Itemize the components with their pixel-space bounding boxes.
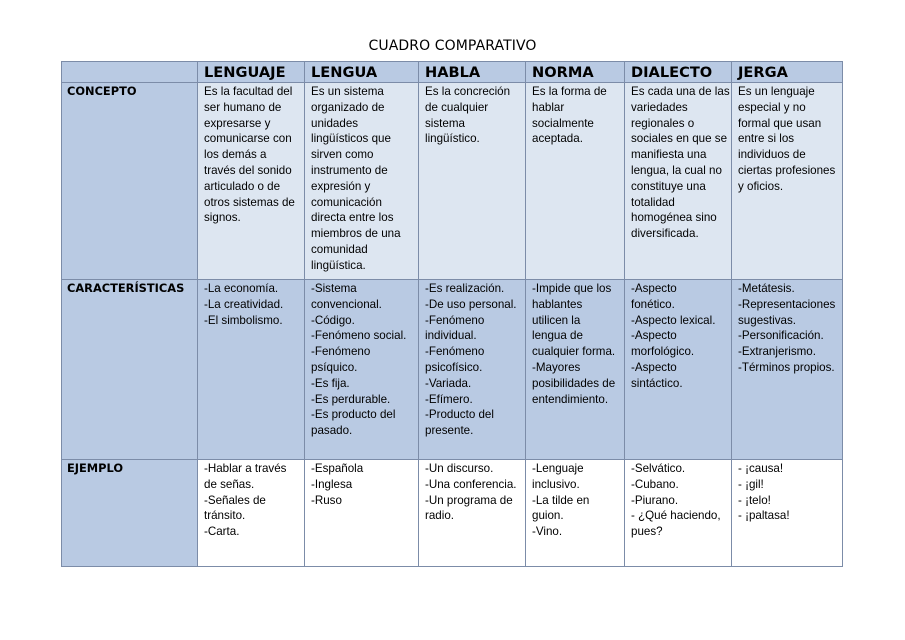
cell-ejemplo-lenguaje [198, 460, 305, 567]
cell-text-line: utilicen la [532, 313, 581, 327]
cell-text-line: -Fenómeno social. [311, 329, 407, 343]
cell-text-line: - ¡paltasa! [738, 509, 790, 523]
cell-text-line: -Términos propios. [738, 360, 835, 374]
cell-concepto-jerga [732, 83, 843, 280]
cell-text-line: directa entre los [311, 211, 394, 225]
cell-text-line: articulado o de [204, 179, 281, 193]
cell-text-line: -Aspecto [631, 360, 677, 374]
cell-text-line: individuos de [738, 148, 806, 162]
cell-text-line: -Aspecto lexical. [631, 313, 716, 327]
cell-text-line: -Fenómeno [311, 345, 371, 359]
cell-ejemplo-norma [526, 460, 625, 567]
cell-concepto-lenguaje [198, 83, 305, 280]
cell-text-line: sociales en que se [631, 132, 728, 146]
cell-text-line: hablar [532, 100, 565, 114]
cell-text-line: -Inglesa [311, 477, 353, 491]
cell-text-line: Es cada una de las [631, 85, 730, 98]
cell-text-line: Es un sistema [311, 85, 384, 98]
cell-text-line: psicofísico. [425, 360, 483, 374]
cell-text-line: cualquier forma. [532, 345, 616, 359]
cell-text-line: -Lenguaje [532, 462, 584, 475]
cell-caracteristicas-lenguaje [198, 280, 305, 460]
table-row-caracteristicas [62, 280, 843, 460]
cell-text-line: -Española [311, 462, 364, 475]
cell-text-line: Es un lenguaje [738, 85, 815, 98]
cell-text-line: -Aspecto [631, 282, 677, 295]
col-header-habla: HABLA [419, 62, 526, 83]
cell-concepto-dialecto [625, 83, 732, 280]
cell-concepto-norma [526, 83, 625, 280]
cell-text-line: lengua, la cual no [631, 163, 722, 177]
cell-text-line: -Fenómeno [425, 345, 485, 359]
cell-text-line: comunidad [311, 242, 368, 256]
page-title: CUADRO COMPARATIVO [368, 38, 537, 54]
cell-text-line: constituye una [631, 179, 706, 193]
col-header-lenguaje: LENGUAJE [198, 62, 305, 83]
cell-ejemplo-dialecto [625, 460, 732, 567]
cell-text-line: - ¡telo! [738, 493, 771, 507]
cell-text-line: signos. [204, 211, 241, 225]
cell-text-line: manifiesta una [631, 148, 707, 162]
cell-text-line: presente. [425, 424, 474, 438]
cell-text-line: psíquico. [311, 360, 358, 374]
row-header-concepto: CONCEPTO [62, 83, 198, 280]
cell-text-line: -Una conferencia. [425, 477, 517, 491]
cell-ejemplo-lengua [305, 460, 419, 567]
cell-text-line: -Variada. [425, 376, 472, 390]
cell-caracteristicas-lengua [305, 280, 419, 460]
col-header-jerga: JERGA [732, 62, 843, 83]
cell-text-line: -La economía. [204, 282, 279, 295]
cell-text-line: formal que usan [738, 116, 822, 130]
cell-text-line: otros sistemas de [204, 195, 295, 209]
cell-text-line: sistema [425, 116, 465, 130]
cell-text-line: entendimiento. [532, 392, 609, 406]
col-header-dialecto: DIALECTO [625, 62, 732, 83]
cell-text-line: homogénea sino [631, 211, 717, 225]
cell-text-line: lingüísticos que [311, 132, 391, 146]
cell-text-line: -Es producto del [311, 408, 396, 422]
cell-text-line: -Es perdurable. [311, 392, 391, 406]
cell-text-line: ciertas profesiones [738, 163, 836, 177]
cell-text-line: radio. [425, 509, 455, 523]
cell-text-line: de señas. [204, 477, 255, 491]
cell-text-line: expresión y [311, 179, 371, 193]
cell-text-line: -Es fija. [311, 376, 350, 390]
cell-text-line: y oficios. [738, 179, 784, 193]
table-row-concepto [62, 83, 843, 280]
cell-caracteristicas-jerga [732, 280, 843, 460]
cell-text-line: comunicación [311, 195, 382, 209]
cell-text-line: -Personificación. [738, 329, 824, 343]
cell-text-line: entre si los [738, 132, 795, 146]
cell-text-line: -Piurano. [631, 493, 679, 507]
cell-text-line: -Es realización. [425, 282, 505, 295]
cell-text-line: fonético. [631, 297, 675, 311]
cell-text-line: guion. [532, 509, 564, 523]
cell-text-line: -La tilde en [532, 493, 590, 507]
cell-text-line: -Impide que los [532, 282, 612, 295]
cell-text-line: regionales o [631, 116, 695, 130]
cell-text-line: -Fenómeno [425, 313, 485, 327]
cell-concepto-habla [419, 83, 526, 280]
cell-text-line: -De uso personal. [425, 297, 517, 311]
cell-text-line: los demás a [204, 148, 267, 162]
cell-text-line: -Código. [311, 313, 355, 327]
cell-text-line: - ¡gil! [738, 477, 764, 491]
cell-text-line: través del sonido [204, 163, 292, 177]
cell-text-line: -Selvático. [631, 462, 686, 475]
cell-text-line: sugestivas. [738, 313, 796, 327]
cell-text-line: pues? [631, 525, 663, 539]
cell-text-line: -Representaciones [738, 297, 836, 311]
cell-text-line: instrumento de [311, 163, 388, 177]
cell-text-line: -Señales de [204, 493, 266, 507]
col-header-lengua: LENGUA [305, 62, 419, 83]
cell-ejemplo-jerga [732, 460, 843, 567]
cell-text-line: Es la facultad del [204, 85, 293, 98]
cell-text-line: diversificada. [631, 227, 699, 241]
row-header-ejemplo: EJEMPLO [62, 460, 198, 567]
cell-text-line: -Un programa de [425, 493, 513, 507]
cell-text-line: variedades [631, 100, 688, 114]
cell-text-line: -El simbolismo. [204, 313, 283, 327]
cell-text-line: -Extranjerismo. [738, 345, 816, 359]
cell-text-line: -La creatividad. [204, 297, 284, 311]
cell-text-line: lengua de [532, 329, 583, 343]
cell-caracteristicas-dialecto [625, 280, 732, 460]
cell-text-line: convencional. [311, 297, 382, 311]
cell-text-line: especial y no [738, 100, 806, 114]
cell-text-line: aceptada. [532, 132, 583, 146]
cell-text-line: Es la concreción [425, 85, 511, 98]
cell-text-line: -Producto del [425, 408, 494, 422]
cell-text-line: lingüístico. [425, 132, 480, 146]
cell-text-line: -Un discurso. [425, 462, 494, 475]
cell-text-line: -Efímero. [425, 392, 473, 406]
cell-text-line: -Metátesis. [738, 282, 795, 295]
cell-text-line: socialmente [532, 116, 594, 130]
cell-text-line: -Aspecto [631, 329, 677, 343]
cell-caracteristicas-habla [419, 280, 526, 460]
cell-caracteristicas-norma [526, 280, 625, 460]
corner-cell [62, 62, 198, 83]
cell-text-line: pasado. [311, 424, 353, 438]
cell-text-line: lingüística. [311, 258, 366, 272]
cell-text-line: -Hablar a través [204, 462, 287, 475]
row-header-caracteristicas: CARACTERÍSTICAS [62, 280, 198, 460]
cell-text-line: ser humano de [204, 100, 282, 114]
cell-concepto-lengua [305, 83, 419, 280]
cell-text-line: -Mayores [532, 360, 581, 374]
cell-text-line: -Carta. [204, 525, 240, 539]
cell-text-line: -Sistema [311, 282, 357, 295]
cell-text-line: -Vino. [532, 525, 563, 539]
cell-text-line: unidades [311, 116, 359, 130]
cell-text-line: individual. [425, 329, 477, 343]
cell-text-line: morfológico. [631, 345, 695, 359]
cell-text-line: inclusivo. [532, 477, 580, 491]
cell-text-line: miembros de una [311, 227, 401, 241]
cell-text-line: de cualquier [425, 100, 489, 114]
cell-text-line: expresarse y [204, 116, 271, 130]
cell-text-line: posibilidades de [532, 376, 616, 390]
header-row [62, 62, 843, 83]
cell-text-line: - ¡causa! [738, 462, 784, 475]
cell-text-line: -Ruso [311, 493, 342, 507]
cell-text-line: tránsito. [204, 509, 246, 523]
cell-text-line: sintáctico. [631, 376, 683, 390]
cell-text-line: organizado de [311, 100, 385, 114]
cell-text-line: -Cubano. [631, 477, 679, 491]
cell-text-line: sirven como [311, 148, 374, 162]
cell-text-line: totalidad [631, 195, 675, 209]
cell-text-line: - ¿Qué haciendo, [631, 509, 721, 523]
cell-text-line: Es la forma de [532, 85, 607, 98]
comparison-table [61, 61, 843, 567]
cell-text-line: hablantes [532, 297, 583, 311]
cell-ejemplo-habla [419, 460, 526, 567]
cell-text-line: comunicarse con [204, 132, 292, 146]
table-row-ejemplo [62, 460, 843, 567]
col-header-norma: NORMA [526, 62, 625, 83]
